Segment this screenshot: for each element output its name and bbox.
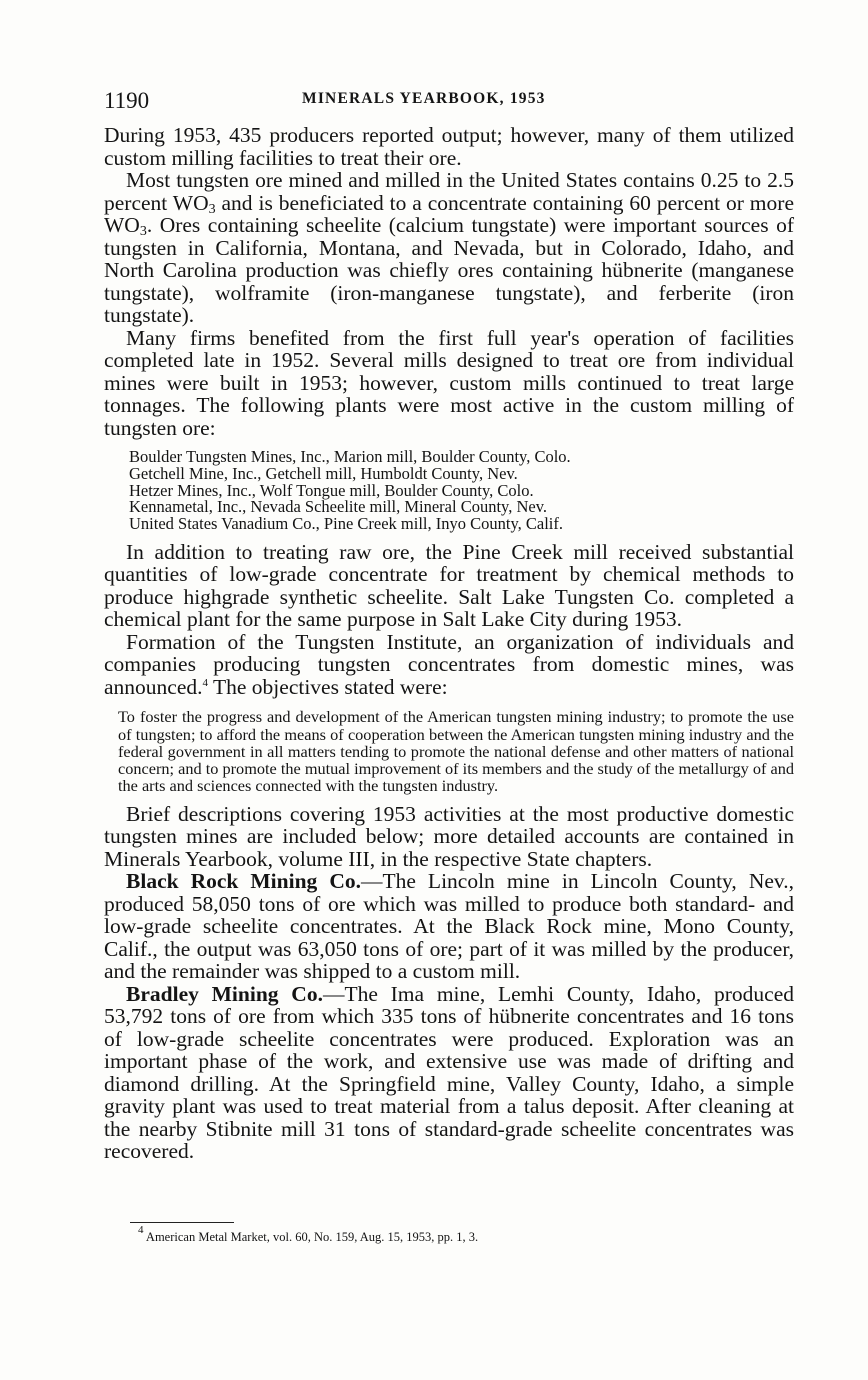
company-heading: Bradley Mining Co. (126, 981, 323, 1006)
running-title: MINERALS YEARBOOK, 1953 (302, 90, 546, 107)
text-run: The objectives stated were: (208, 674, 448, 699)
footnote-marker: 4 (138, 1224, 144, 1236)
paragraph-black-rock (104, 870, 794, 983)
text-run: and is beneficiated to a concentrate containing 60 percent or more WO (104, 190, 794, 237)
text-run: —The Ima mine, Lemhi County, Idaho, produced 53,792 tons of ore from which 335 tons of hübnerite concentrates and 16 tons of low-grade scheelite concentrates were produced. Exploration was an important phase of the work, and extensive use was made of drifting and diamond drilling. At the Springfield mine, Valley County, Idaho, a simple gravity plant was used to treat material from a talus deposit. After cleaning at the nearby Stibnite mill 31 tons of standard-grade scheelite concentrates was recovered. (104, 981, 794, 1163)
page-body (104, 124, 794, 1163)
paragraph-tungsten-institute (104, 631, 794, 699)
paragraph-ore-grades (104, 169, 794, 327)
footnote (138, 1224, 479, 1245)
text-run: Formation of the Tungsten Institute, an organization of individuals and companies producing tungsten concentrates from domestic mines, was announced. (104, 629, 794, 699)
footnote-divider (130, 1222, 234, 1223)
paragraph-custom-mills: Many firms benefited from the first full year's operation of facilities completed late in 1952. Several mills designed to treat ore from individual mines were built in 1953; however, custom mills continued to treat large tonnages. The following plants were most active in the custom milling of tungsten ore: (104, 325, 794, 440)
company-heading: Black Rock Mining Co. (126, 869, 361, 893)
paragraph-brief-descriptions: Brief descriptions covering 1953 activities at the most productive domestic tungsten mines are included below; more detailed accounts are contained in Minerals Yearbook, volume III, in the respective State chapters. (104, 801, 794, 871)
list-item: Hetzer Mines, Inc., Wolf Tongue mill, Boulder County, Colo. (129, 480, 534, 500)
paragraph-bradley (104, 983, 794, 1163)
list-item: United States Vanadium Co., Pine Creek mill, Inyo County, Calif. (129, 514, 564, 534)
paragraph-producers: During 1953, 435 producers reported output; however, many of them utilized custom milling facilities to treat their ore. (104, 123, 794, 170)
subscript: 3 (208, 201, 216, 217)
text-run: —The Lincoln mine in Lincoln County, Nev., produced 58,050 tons of ore which was milled to produce both standard- and low-grade scheelite concentrates. At the Black Rock mine, Mono County, Calif., the output was 63,050 tons of ore; part of it was milled by the producer, and the remainder was shipped to a custom mill. (104, 869, 794, 983)
text-run: . Ores containing scheelite (calcium tungstate) were important sources of tungsten in California, Montana, and Nevada, but in Colorado, Idaho, and North Carolina production was chiefly ores containing hübnerite (manganese tungstate), wolframite (iron-manganese tungstate), and ferberite (iron tungstate). (104, 213, 794, 327)
page-number: 1190 (104, 88, 150, 113)
footnote-reference: 4 (202, 676, 209, 689)
block-quote: To foster the progress and development of the American tungsten mining industry; to promote the use of tungsten; to afford the means of cooperation between the American tungsten mining industry and the federal government in all matters tending to promote the national defense and other matters of national concern; and to promote the mutual improvement of its members and the study of the metallurgy of and the arts and sciences connected with the tungsten industry. (118, 707, 794, 796)
list-item: Getchell Mine, Inc., Getchell mill, Humboldt County, Nev. (129, 463, 518, 483)
page-header (104, 88, 794, 118)
plant-list (129, 449, 794, 533)
list-item: Boulder Tungsten Mines, Inc., Marion mill, Boulder County, Colo. (129, 447, 571, 466)
list-item: Kennametal, Inc., Nevada Scheelite mill, Mineral County, Nev. (129, 497, 548, 517)
subscript: 3 (139, 224, 147, 239)
paragraph-pine-creek: In addition to treating raw ore, the Pine Creek mill received substantial quantities of low-grade concentrate for treatment by chemical methods to produce highgrade synthetic scheelite. Salt Lake Tungsten Co. completed a chemical plant for the same purpose in Salt Lake City during 1953. (104, 539, 794, 632)
footnote-text: American Metal Market, vol. 60, No. 159, Aug. 15, 1953, pp. 1, 3. (143, 1230, 479, 1244)
text-run: Most tungsten ore mined and milled in the United States contains 0.25 to 2.5 percent WO (104, 168, 794, 215)
